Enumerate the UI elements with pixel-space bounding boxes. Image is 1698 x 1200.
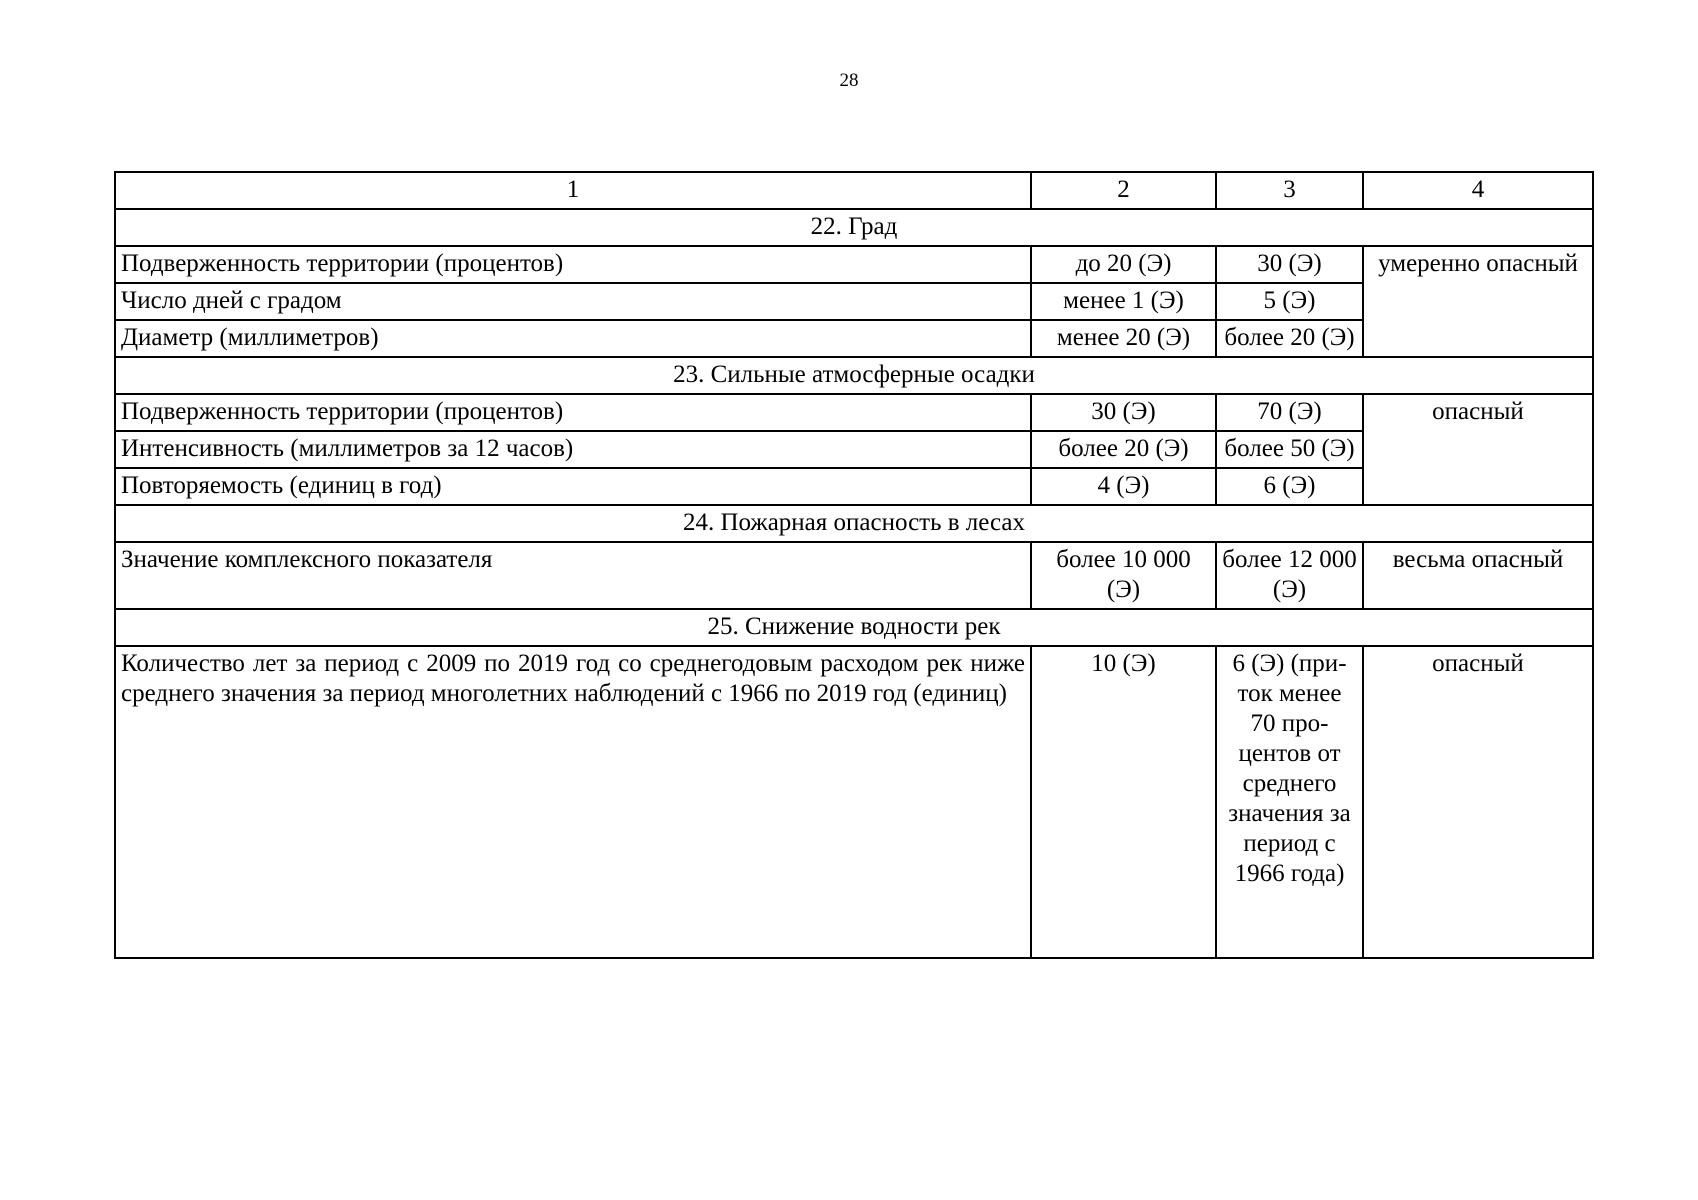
indicator-label: Подверженность территории (процентов): [115, 246, 1031, 283]
indicator-label: Интенсивность (миллиметров за 12 часов): [115, 431, 1031, 468]
hazard-level: опасный: [1363, 394, 1593, 505]
threshold-value-col2: 4 (Э): [1031, 468, 1216, 505]
indicator-label: Повторяемость (единиц в год): [115, 468, 1031, 505]
threshold-value-col3: 6 (Э): [1216, 468, 1363, 505]
threshold-value-col2: более 20 (Э): [1031, 431, 1216, 468]
indicator-label: Диаметр (миллиметров): [115, 320, 1031, 357]
table-row: [115, 394, 1593, 431]
column-number-4: 4: [1363, 172, 1593, 209]
threshold-value-col3: более 12 000 (Э): [1216, 542, 1363, 609]
page-number: 28: [839, 70, 859, 91]
threshold-value-col3: 5 (Э): [1216, 283, 1363, 320]
hazard-criteria-table: [114, 171, 1594, 959]
threshold-value-col3: более 20 (Э): [1216, 320, 1363, 357]
section-heading-row: [115, 505, 1593, 542]
indicator-label: Количество лет за период с 2009 по 2019 год со среднегодовым расходом рек ниже среднего значения за период многолетних наблюдений с 1966 по 2019 год (единиц): [115, 646, 1031, 958]
threshold-value-col3: 6 (Э) (приток менее 70 процентов от среднего значения за период с 1966 года): [1216, 646, 1363, 958]
section-heading-row: [115, 209, 1593, 246]
section-heading-row: [115, 357, 1593, 394]
indicator-label: Подверженность территории (процентов): [115, 394, 1031, 431]
threshold-value-col3: более 50 (Э): [1216, 431, 1363, 468]
threshold-value-col3: 30 (Э): [1216, 246, 1363, 283]
section-title-hail: 22. Град: [115, 209, 1593, 246]
indicator-label: Значение комплексного показателя: [115, 542, 1031, 609]
table-row: [115, 646, 1593, 958]
hazard-level: весьма опасный: [1363, 542, 1593, 609]
section-title-river-water-reduction: 25. Снижение водности рек: [115, 609, 1593, 646]
column-number-2: 2: [1031, 172, 1216, 209]
threshold-value-col2: 10 (Э): [1031, 646, 1216, 958]
threshold-value-col2: менее 1 (Э): [1031, 283, 1216, 320]
column-number-row: [115, 172, 1593, 209]
hazard-level: опасный: [1363, 646, 1593, 958]
section-title-forest-fire: 24. Пожарная опасность в лесах: [115, 505, 1593, 542]
section-heading-row: [115, 609, 1593, 646]
table-row: [115, 542, 1593, 609]
threshold-value-col3: 70 (Э): [1216, 394, 1363, 431]
indicator-label: Число дней с градом: [115, 283, 1031, 320]
section-title-heavy-precipitation: 23. Сильные атмосферные осадки: [115, 357, 1593, 394]
column-number-1: 1: [115, 172, 1031, 209]
column-number-3: 3: [1216, 172, 1363, 209]
threshold-value-col2: 30 (Э): [1031, 394, 1216, 431]
table-row: [115, 246, 1593, 283]
threshold-value-col2: менее 20 (Э): [1031, 320, 1216, 357]
hazard-level: умеренно опасный: [1363, 246, 1593, 357]
threshold-value-col2: до 20 (Э): [1031, 246, 1216, 283]
threshold-value-col2: более 10 000 (Э): [1031, 542, 1216, 609]
